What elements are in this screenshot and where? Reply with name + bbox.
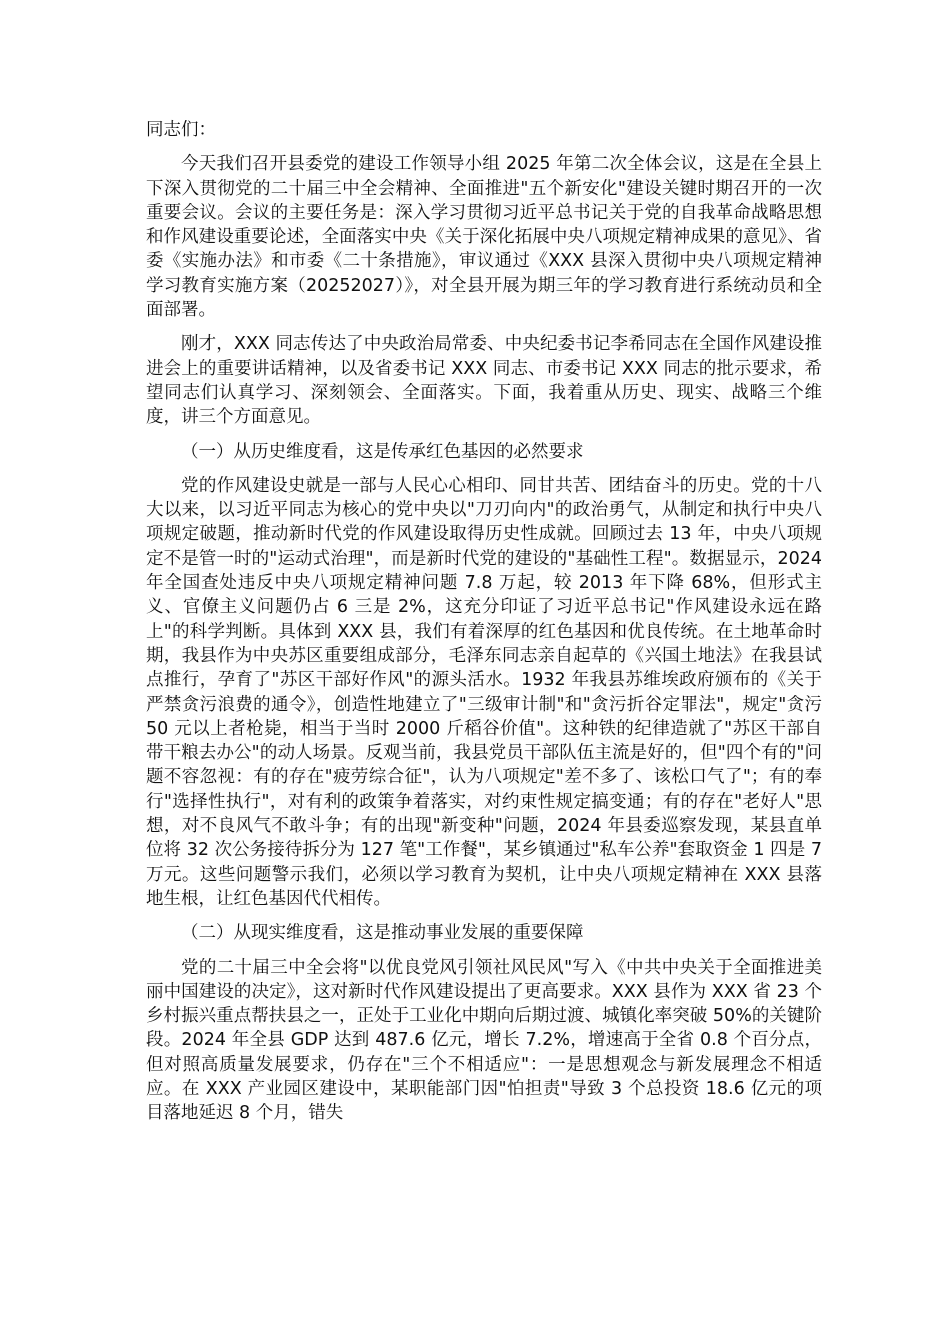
intro-paragraph-1: 今天我们召开县委党的建设工作领导小组 2025 年第二次全体会议，这是在全县上下深入贯彻党的二十届三中全会精神、全面推进"五个新安化"建设关键时期召开的一次重要会议。会议的主要任务是：深入学习贯彻习近平总书记关于党的自我革命战略思想和作风建设重要论述，全面落实中央《关于深化拓展中央八项规定精神成果的意见》、省委《实施办法》和市委《二十条措施》，审议通过《XXX 县深入贯彻中央八项规定精神学习教育实施方案（20252027）》，对全县开展为期三年的学习教育进行系统动员和全面部署。: [146, 154, 822, 321]
section-1-body: 党的作风建设史就是一部与人民心心相印、同甘共苦、团结奋斗的历史。党的十八大以来，以习近平同志为核心的党中央以"刀刃向内"的政治勇气，从制定和执行中央八项规定破题，推动新时代党的作风建设取得历史性成就。回顾过去 13 年，中央八项规定不是管一时的"运动式治理"，而是新时代党的建设的"基础性工程"。数据显示，2024 年全国查处违反中央八项规定精神问题 7.8 万起，较 2013 年下降 68%，但形式主义、官僚主义问题仍占 6 三是 2%，这充分印证了习近平总书记"作风建设永远在路上"的科学判断。具体到 XXX 县，我们有着深厚的红色基因和优良传统。在土地革命时期，我县作为中央苏区重要组成部分，毛泽东同志亲自起草的《兴国土地法》在我县试点推行，孕育了"苏区干部好作风"的源头活水。1932 年我县苏维埃政府颁布的《关于严禁贪污浪费的通令》，创造性地建立了"三级审计制"和"贪污折谷定罪法"，规定"贪污 50 元以上者枪毙，相当于当时 2000 斤稻谷价值"。这种铁的纪律造就了"苏区干部自带干粮去办公"的动人场景。反观当前，我县党员干部队伍主流是好的，但"四个有的"问题不容忽视：有的存在"疲劳综合征"，认为八项规定"差不多了、该松口气了"；有的奉行"选择性执行"，对有利的政策争着落实，对约束性规定搞变通；有的存在"老好人"思想，对不良风气不敢斗争；有的出现"新变种"问题，2024 年县委巡察发现，某县直单位将 32 次公务接待拆分为 127 笔"工作餐"，某乡镇通过"私车公养"套取资金 1 四是 7 万元。这些问题警示我们，必须以学习教育为契机，让中央八项规定精神在 XXX 县落地生根，让红色基因代代相传。: [146, 475, 822, 909]
section-2-heading: （二）从现实维度看，这是推动事业发展的重要保障: [181, 923, 584, 944]
intro-paragraph-2: 刚才，XXX 同志传达了中央政治局常委、中央纪委书记李希同志在全国作风建设推进会上的重要讲话精神，以及省委书记 XXX 同志、市委书记 XXX 同志的批示要求，希望同志们认真学习、深刻领会、全面落实。下面，我着重从历史、现实、战略三个维度，讲三个方面意见。: [146, 334, 822, 428]
section-1-heading: （一）从历史维度看，这是传承红色基因的必然要求: [181, 441, 584, 462]
salutation: 同志们：: [146, 120, 216, 140]
section-2-body: 党的二十届三中全会将"以优良党风引领社风民风"写入《中共中央关于全面推进美丽中国建设的决定》，这对新时代作风建设提出了更高要求。XXX 县作为 XXX 省 23 个乡村振兴重点帮扶县之一，正处于工业化中期向后期过渡、城镇化率突破 50%的关键阶段。2024 年全县 GDP 达到 487.6 亿元，增长 7.2%，增速高于全省 0.8 个百分点，但对照高质量发展要求，仍存在"三个不相适应"：一是思想观念与新发展理念不相适应。在 XXX 产业园区建设中，某职能部门因"怕担责"导致 3 个总投资 18.6 亿元的项目落地延迟 8 个月，错失: [146, 957, 822, 1124]
document-page: [146, 118, 822, 1136]
